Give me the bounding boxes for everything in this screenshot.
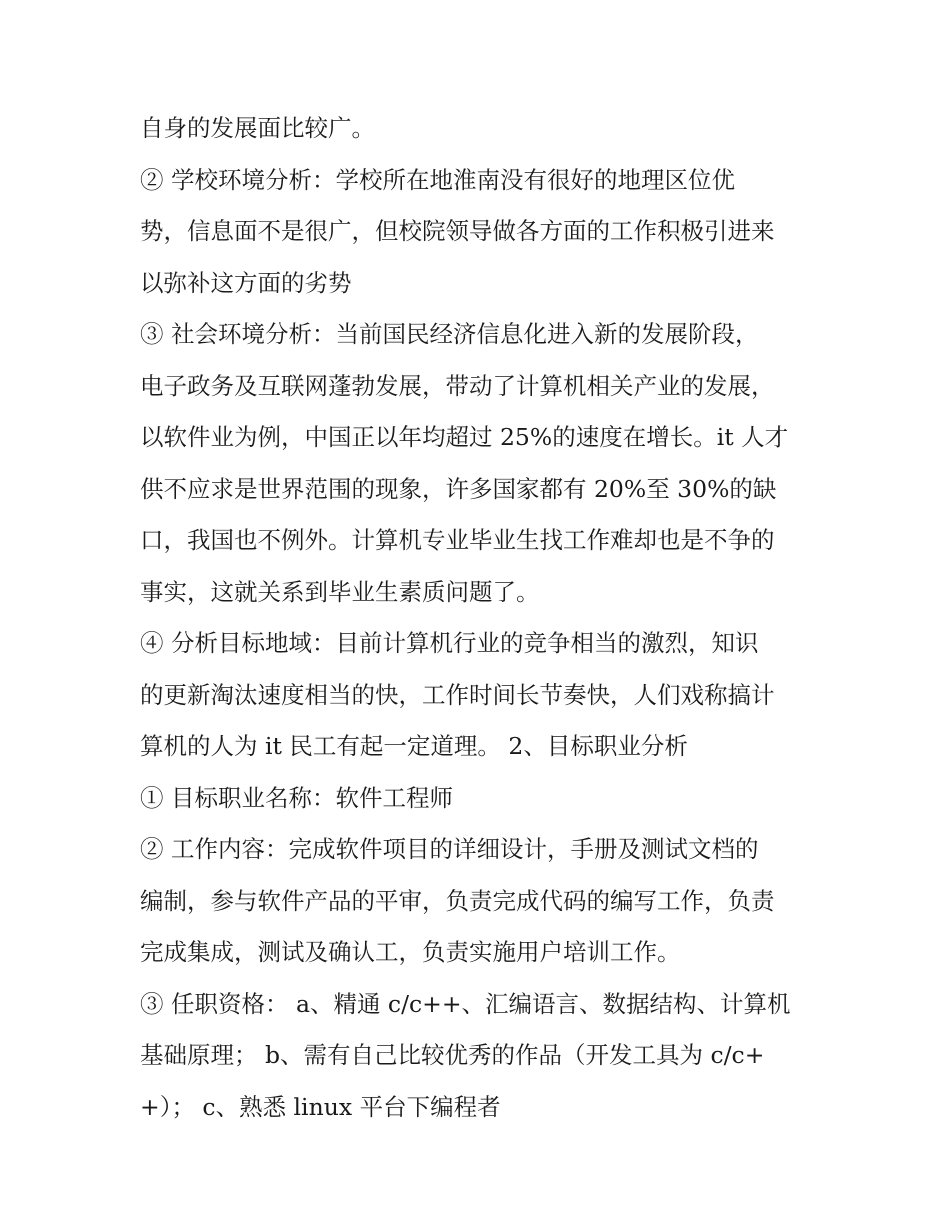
text-line: 供不应求是世界范围的现象，许多国家都有 20%至 30%的缺 xyxy=(140,474,777,503)
text-line: 电子政务及互联网蓬勃发展，带动了计算机相关产业的发展， xyxy=(140,371,775,400)
text-line: 编制，参与软件产品的平审，负责完成代码的编写工作，负责 xyxy=(140,886,775,915)
body-text xyxy=(140,108,820,1138)
text-line: +）； c、熟悉 linux 平台下编程者 xyxy=(140,1092,501,1121)
text-line: ③ 任职资格： a、精通 c/c++、汇编语言、数据结构、计算机 xyxy=(140,989,791,1018)
text-line: 基础原理； b、需有自己比较优秀的作品（开发工具为 c/c+ xyxy=(140,1041,765,1069)
text-line: 势，信息面不是很广，但校院领导做各方面的工作积极引进来 xyxy=(140,217,775,245)
text-line: ② 工作内容：完成软件项目的详细设计，手册及测试文档的 xyxy=(140,835,759,863)
text-line: 口，我国也不例外。计算机专业毕业生找工作难却也是不争的 xyxy=(140,526,775,554)
text-line: ② 学校环境分析：学校所在地淮南没有很好的地理区位优 xyxy=(140,165,735,194)
text-line: 完成集成，测试及确认工，负责实施用户培训工作。 xyxy=(140,938,681,966)
text-line: 以软件业为例，中国正以年均超过 25%的速度在增长。it 人才 xyxy=(140,423,789,451)
text-line: 自身的发展面比较广。 xyxy=(140,114,375,142)
text-line: ④ 分析目标地域：目前计算机行业的竞争相当的激烈，知识 xyxy=(140,629,759,657)
text-line: ① 目标职业名称：软件工程师 xyxy=(140,783,453,812)
text-line: ③ 社会环境分析：当前国民经济信息化进入新的发展阶段， xyxy=(140,320,759,348)
text-line: 算机的人为 it 民工有起一定道理。 2、目标职业分析 xyxy=(140,732,688,760)
text-line: 的更新淘汰速度相当的快，工作时间长节奏快，人们戏称搞计 xyxy=(140,680,775,709)
text-line: 以弥补这方面的劣势 xyxy=(140,268,352,297)
text-line: 事实，这就关系到毕业生素质问题了。 xyxy=(140,577,540,606)
